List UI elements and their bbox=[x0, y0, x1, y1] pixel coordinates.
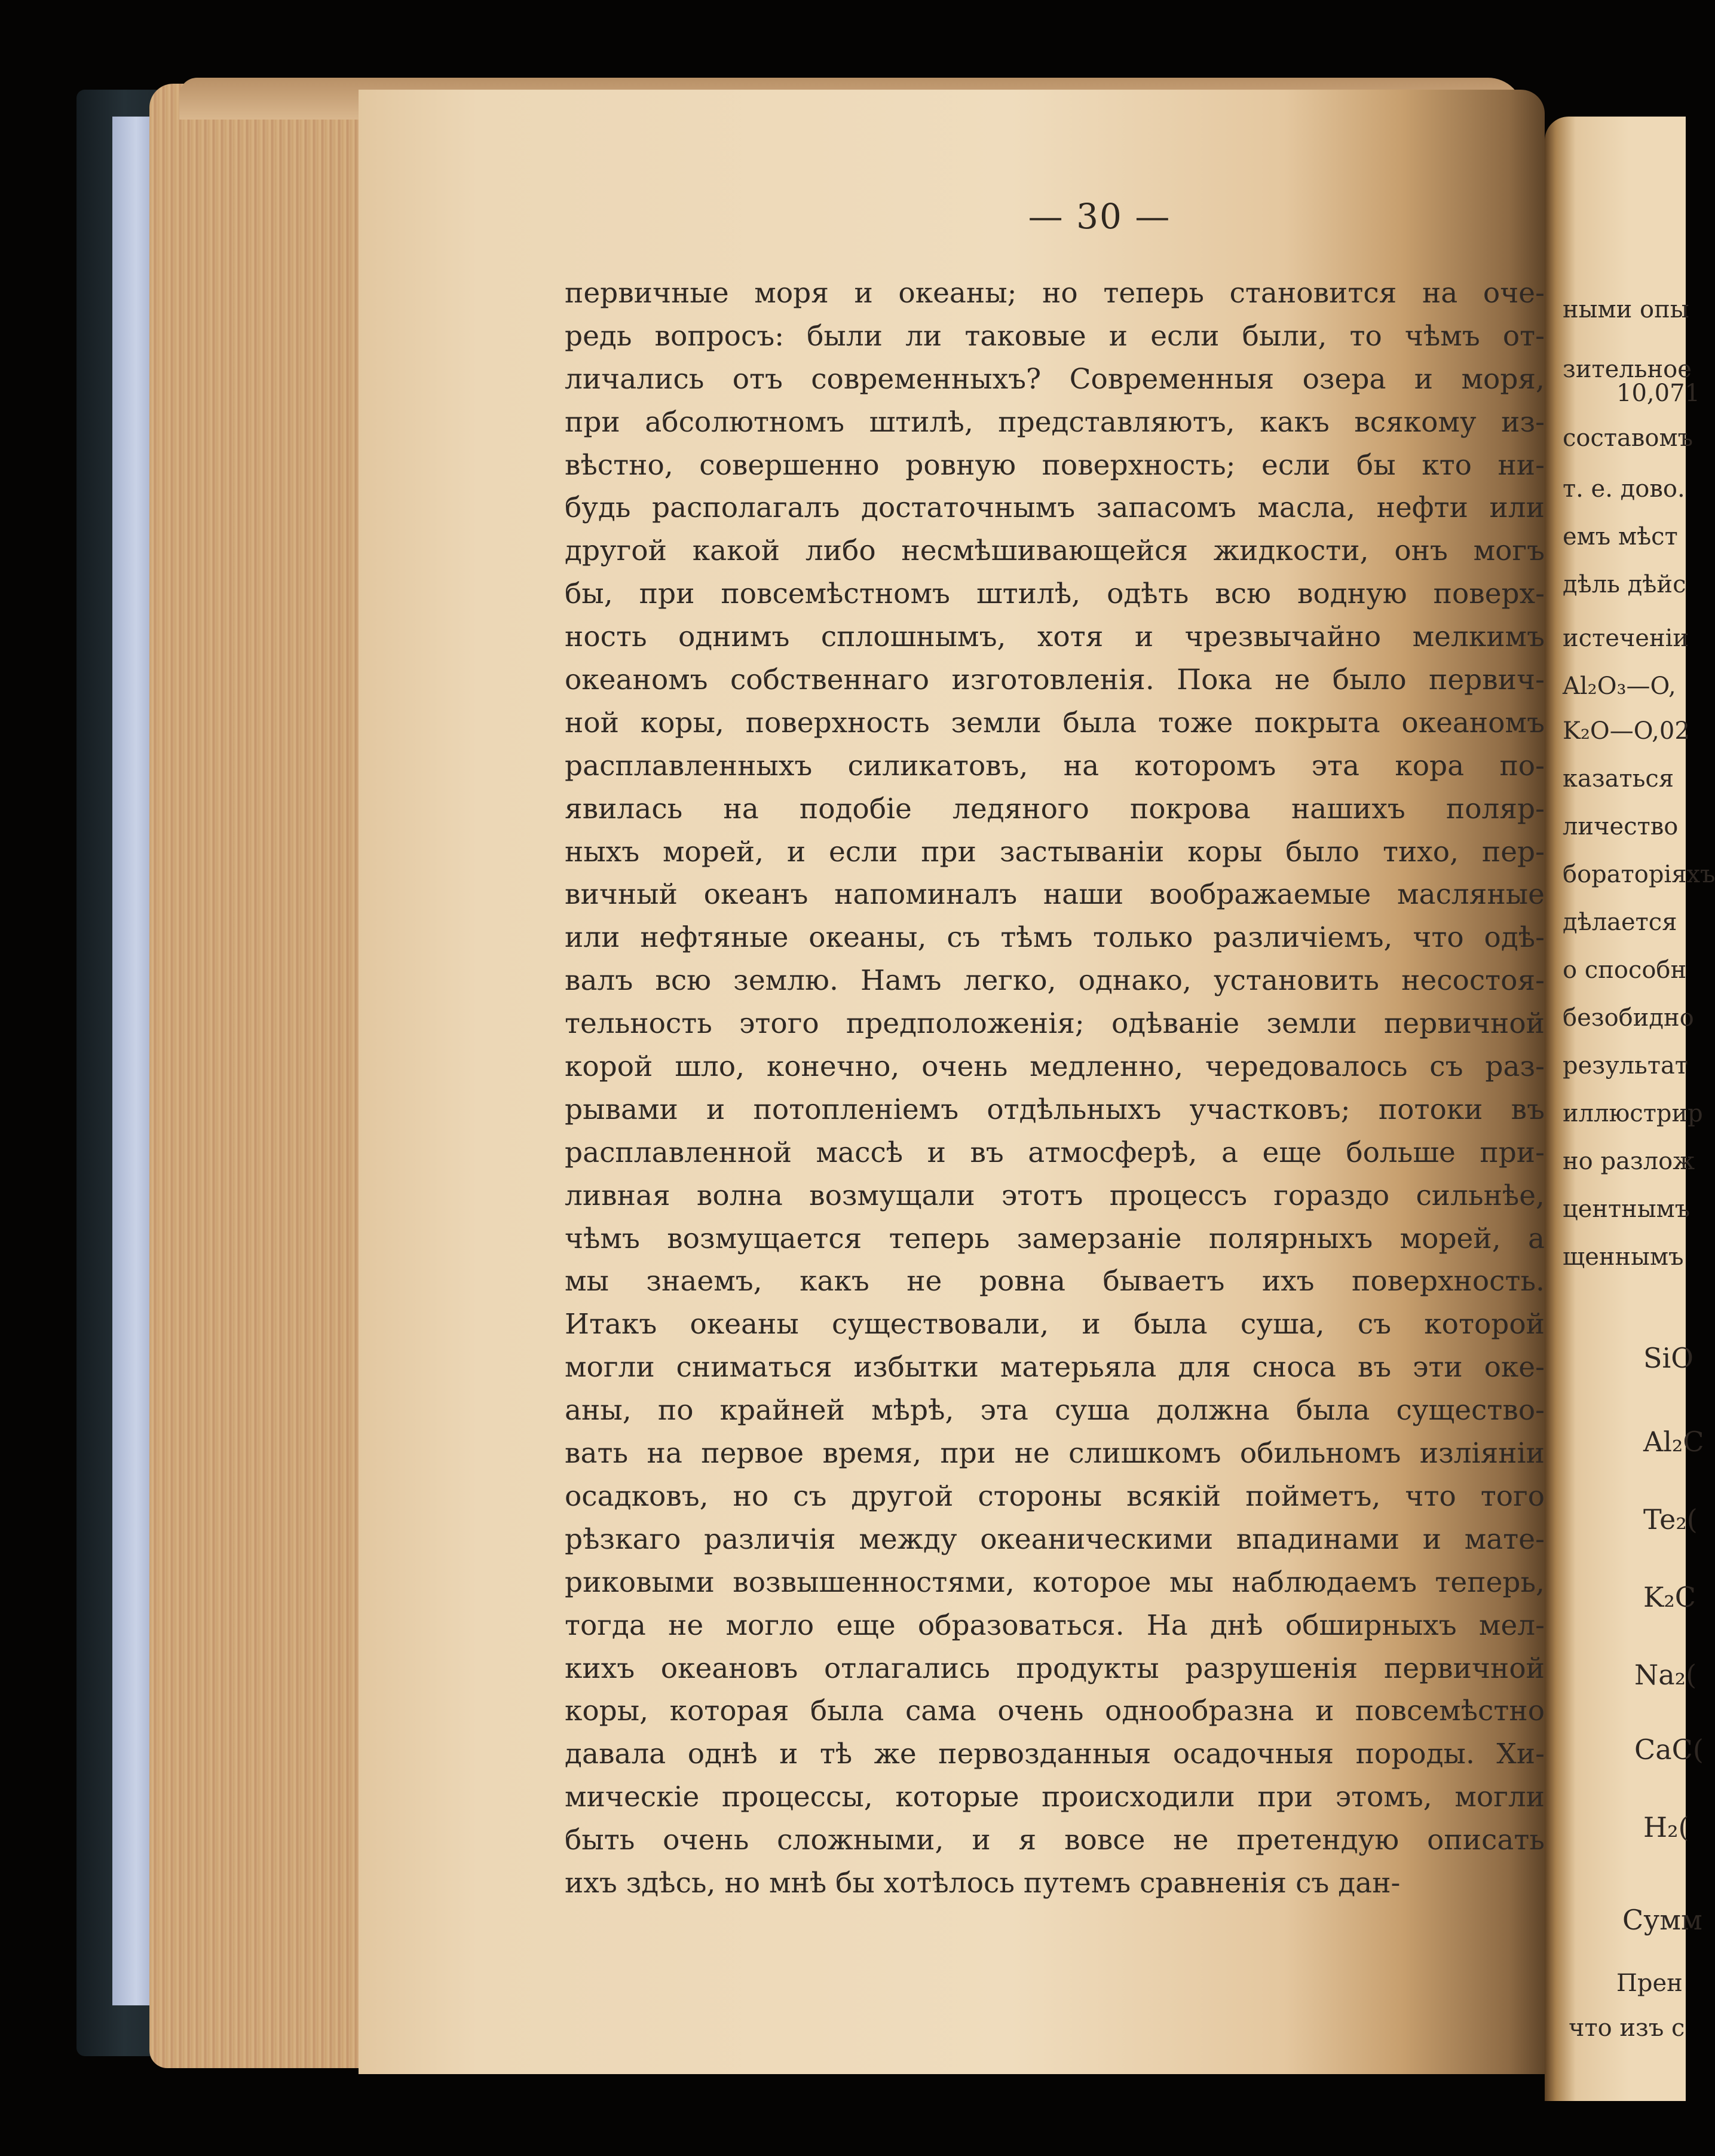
right-page-line: что изъ с bbox=[1569, 2014, 1685, 2042]
text-line: Итакъ океаны существовали, и была суша, съ которой bbox=[565, 1308, 1545, 1341]
text-line: или нефтяные океаны, съ тѣмъ только различіемъ, что одѣ- bbox=[565, 921, 1545, 955]
right-page-line: щеннымъ bbox=[1563, 1243, 1684, 1271]
text-line: другой какой либо несмѣшивающейся жидкости, онъ могъ bbox=[565, 534, 1545, 568]
text-line: при абсолютномъ штилѣ, представляютъ, какъ всякому из- bbox=[565, 405, 1545, 439]
formula-fragment: Al₂C bbox=[1643, 1426, 1704, 1458]
formula-fragment: Na₂( bbox=[1634, 1659, 1697, 1691]
text-line: валъ всю землю. Намъ легко, однако, установить несостоя- bbox=[565, 964, 1545, 998]
text-line: чѣмъ возмущается теперь замерзаніе полярныхъ морей, а bbox=[565, 1222, 1545, 1255]
text-line: будь располагалъ достаточнымъ запасомъ масла, нефти или bbox=[565, 491, 1545, 525]
formula-fragment: Te₂( bbox=[1643, 1503, 1698, 1536]
right-page-line: центнымъ bbox=[1563, 1195, 1690, 1223]
text-line: личались отъ современныхъ? Современныя озера и моря, bbox=[565, 362, 1545, 396]
right-page-line: о способн bbox=[1563, 956, 1687, 984]
text-line: рѣзкаго различія между океаническими впадинами и мате- bbox=[565, 1522, 1545, 1556]
right-page-line: истеченіи bbox=[1563, 625, 1689, 652]
text-line: кихъ океановъ отлагались продукты разрушенія первичной bbox=[565, 1652, 1545, 1685]
text-line: явилась на подобіе ледяного покрова нашихъ поляр- bbox=[565, 792, 1545, 825]
text-line: первичные моря и океаны; но теперь становится на оче- bbox=[565, 277, 1545, 310]
formula-fragment: K₂C bbox=[1643, 1581, 1696, 1613]
right-page-line: иллюстрир bbox=[1563, 1100, 1703, 1127]
right-page-line: дѣлается bbox=[1563, 909, 1677, 936]
text-line: ной коры, поверхность земли была тоже покрыта океаномъ bbox=[565, 706, 1545, 739]
text-line: расплавленныхъ силикатовъ, на которомъ эта кора по- bbox=[565, 749, 1545, 782]
text-line: расплавленной массѣ и въ атмосферѣ, а еще больше при- bbox=[565, 1136, 1545, 1169]
text-line: тельность этого предположенія; одѣваніе земли первичной bbox=[565, 1007, 1545, 1041]
formula-fragment: SiO bbox=[1643, 1342, 1693, 1374]
text-line: мическіе процессы, которые происходили при этомъ, могли bbox=[565, 1781, 1545, 1814]
right-page-line: результат bbox=[1563, 1052, 1688, 1079]
text-line: давала однѣ и тѣ же первозданныя осадочныя породы. Хи- bbox=[565, 1738, 1545, 1771]
left-page bbox=[359, 90, 1545, 2074]
formula-fragment: CaC( bbox=[1634, 1733, 1704, 1766]
text-line: вичный океанъ напоминалъ наши воображаемые масляные bbox=[565, 878, 1545, 912]
text-line: могли сниматься избытки матерьяла для сноса въ эти оке- bbox=[565, 1351, 1545, 1384]
formula-fragment: H₂( bbox=[1643, 1811, 1689, 1843]
page-text bbox=[565, 272, 1545, 1905]
text-line: быть очень сложными, и я вовсе не претендую описать bbox=[565, 1824, 1545, 1857]
right-page-line: составомъ bbox=[1563, 424, 1693, 452]
sum-label: Сумм bbox=[1622, 1904, 1702, 1936]
text-line: редь вопросъ: были ли таковые и если были, то чѣмъ от- bbox=[565, 319, 1545, 353]
right-page-line: K₂O—O,02 bbox=[1563, 717, 1690, 745]
text-line: океаномъ собственнаго изготовленія. Пока не было первич- bbox=[565, 663, 1545, 697]
right-page-line: ными опы bbox=[1563, 296, 1689, 323]
right-page-line: Al₂O₃—O, bbox=[1563, 672, 1676, 700]
text-line: тогда не могло еще образоваться. На днѣ обширныхъ мел- bbox=[565, 1608, 1545, 1642]
right-page-fragment bbox=[1545, 117, 1715, 2101]
text-line: бы, при повсемѣстномъ штилѣ, одѣть всю водную поверх- bbox=[565, 577, 1545, 611]
text-line: вать на первое время, при не слишкомъ обильномъ изліяніи bbox=[565, 1437, 1545, 1470]
text-line: ныхъ морей, и если при застываніи коры было тихо, пер- bbox=[565, 835, 1545, 868]
right-page-line: казаться bbox=[1563, 765, 1674, 793]
page-number: — 30 — bbox=[1028, 196, 1171, 237]
right-page-line: Прен bbox=[1616, 1970, 1683, 1997]
text-line: коры, которая была сама очень однообразна и повсемѣстно bbox=[565, 1695, 1545, 1728]
text-line: мы знаемъ, какъ не ровна бываетъ ихъ поверхность. bbox=[565, 1265, 1545, 1298]
text-line: корой шло, конечно, очень медленно, чередовалось съ раз- bbox=[565, 1050, 1545, 1084]
right-page-line: зительное bbox=[1563, 356, 1692, 383]
right-page-line: но разлож bbox=[1563, 1148, 1695, 1175]
text-line: риковыми возвышенностями, которое мы наблюдаемъ теперь, bbox=[565, 1565, 1545, 1599]
right-page-line: безобидно bbox=[1563, 1004, 1694, 1032]
text-line: ность однимъ сплошнымъ, хотя и чрезвычайно мелкимъ bbox=[565, 620, 1545, 654]
right-page-line: емъ мѣст bbox=[1563, 523, 1678, 551]
right-page-line: бораторіяхъ bbox=[1563, 861, 1715, 888]
text-line: рывами и потопленіемъ отдѣльныхъ участковъ; потоки въ bbox=[565, 1093, 1545, 1126]
text-line: вѣстно, совершенно ровную поверхность; если бы кто ни- bbox=[565, 448, 1545, 482]
right-page-line: т. е. дово. bbox=[1563, 475, 1685, 503]
right-page-line: дѣль дѣйс bbox=[1563, 571, 1686, 598]
text-line: ливная волна возмущали этотъ процессъ гораздо сильнѣе, bbox=[565, 1179, 1545, 1212]
text-line: ихъ здѣсь, но мнѣ бы хотѣлось путемъ сравненія съ дан- bbox=[565, 1866, 1401, 1900]
text-line: осадковъ, но съ другой стороны всякій пойметъ, что того bbox=[565, 1479, 1545, 1513]
text-line: аны, по крайней мѣрѣ, эта суша должна была существо- bbox=[565, 1394, 1545, 1427]
right-page-line: личество bbox=[1563, 813, 1679, 840]
right-page-line: 10,071 bbox=[1616, 380, 1700, 407]
